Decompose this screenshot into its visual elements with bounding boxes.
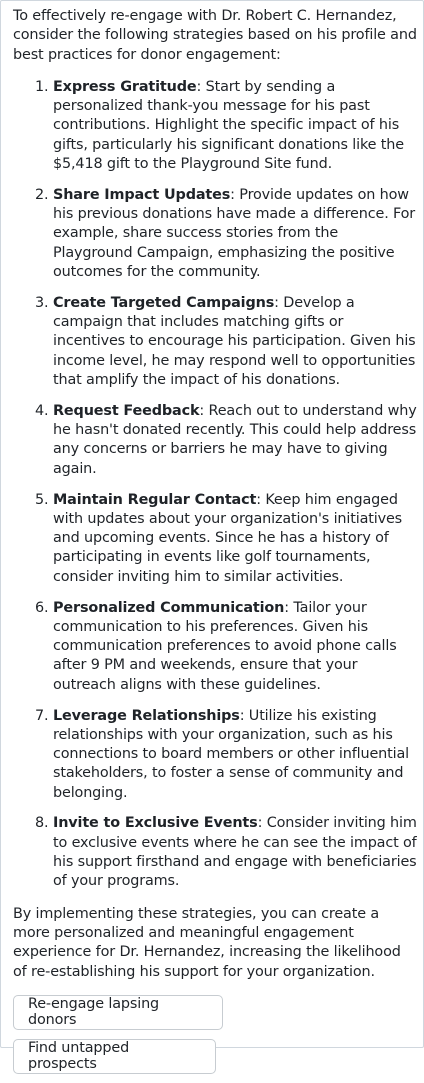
find-untapped-prospects-button[interactable]: Find untapped prospects <box>13 1039 216 1074</box>
strategy-text: : Tailor your communication to his preferences. Given his communication preferences to avoid phone calls after 9 PM and weekends, ensure that your outreach aligns with these guidelines. <box>53 599 397 693</box>
strategy-title: Leverage Relationships <box>53 707 240 724</box>
reengage-lapsing-donors-button[interactable]: Re-engage lapsing donors <box>13 995 223 1030</box>
strategy-text: : Keep him engaged with updates about your organization's initiatives and upcoming events. Since he has a history of participating in events like golf tournaments, consider inviting him to similar activities. <box>53 491 402 585</box>
strategy-title: Create Targeted Campaigns <box>53 294 275 311</box>
list-item <box>13 707 418 803</box>
strategy-title: Invite to Exclusive Events <box>53 815 258 832</box>
strategy-title: Share Impact Updates <box>53 186 231 203</box>
strategy-title: Maintain Regular Contact <box>53 491 257 508</box>
assistant-message <box>13 7 418 1083</box>
list-item <box>13 491 418 587</box>
list-item <box>13 294 418 390</box>
list-item-number: 1. <box>35 78 49 95</box>
list-item-number: 5. <box>35 491 49 508</box>
strategy-text: : Start by sending a personalized thank-you message for his past contributions. Highlight the specific impact of his gifts, particularly his significant donations like the $5,418 gift to the Playground Site fund. <box>53 78 404 173</box>
strategy-text: : Consider inviting him to exclusive events where he can see the impact of his support firsthand and engage with beneficiaries of your programs. <box>53 815 417 890</box>
list-item <box>13 814 418 891</box>
suggestion-buttons <box>13 995 418 1074</box>
list-item <box>13 402 418 479</box>
list-item-number: 2. <box>35 186 49 203</box>
strategy-title: Express Gratitude <box>53 78 197 95</box>
strategy-list <box>13 78 418 892</box>
strategy-text: : Provide updates on how his previous donations have made a difference. For example, share success stories from the Playground Campaign, emphasizing the positive outcomes for the community. <box>53 186 416 281</box>
list-item <box>13 78 418 174</box>
list-item-number: 7. <box>35 707 49 724</box>
strategy-text: : Utilize his existing relationships with your organization, such as his connections to board members or other influential stakeholders, to foster a sense of community and belonging. <box>53 707 409 801</box>
list-item-number: 3. <box>35 294 49 311</box>
list-item-number: 8. <box>35 815 49 832</box>
closing-paragraph: By implementing these strategies, you can create a more personalized and meaningful engagement experience for Dr. Hernandez, increasing the likelihood of re-establishing his support for your organization. <box>13 905 401 980</box>
strategy-text: : Develop a campaign that includes matching gifts or incentives to encourage his participation. Given his income level, he may respond well to opportunities that amplify the impact of his donations. <box>53 294 416 389</box>
list-item <box>13 599 418 695</box>
intro-paragraph: To effectively re-engage with Dr. Robert C. Hernandez, consider the following strategies based on his profile and best practices for donor engagement: <box>13 8 417 63</box>
list-item <box>13 186 418 282</box>
strategy-title: Personalized Communication <box>53 599 285 616</box>
strategy-title: Request Feedback <box>53 402 200 419</box>
strategy-text: : Reach out to understand why he hasn't donated recently. This could help address any concerns or barriers he may have to giving again. <box>53 402 417 477</box>
list-item-number: 6. <box>35 599 49 616</box>
list-item-number: 4. <box>35 402 49 419</box>
